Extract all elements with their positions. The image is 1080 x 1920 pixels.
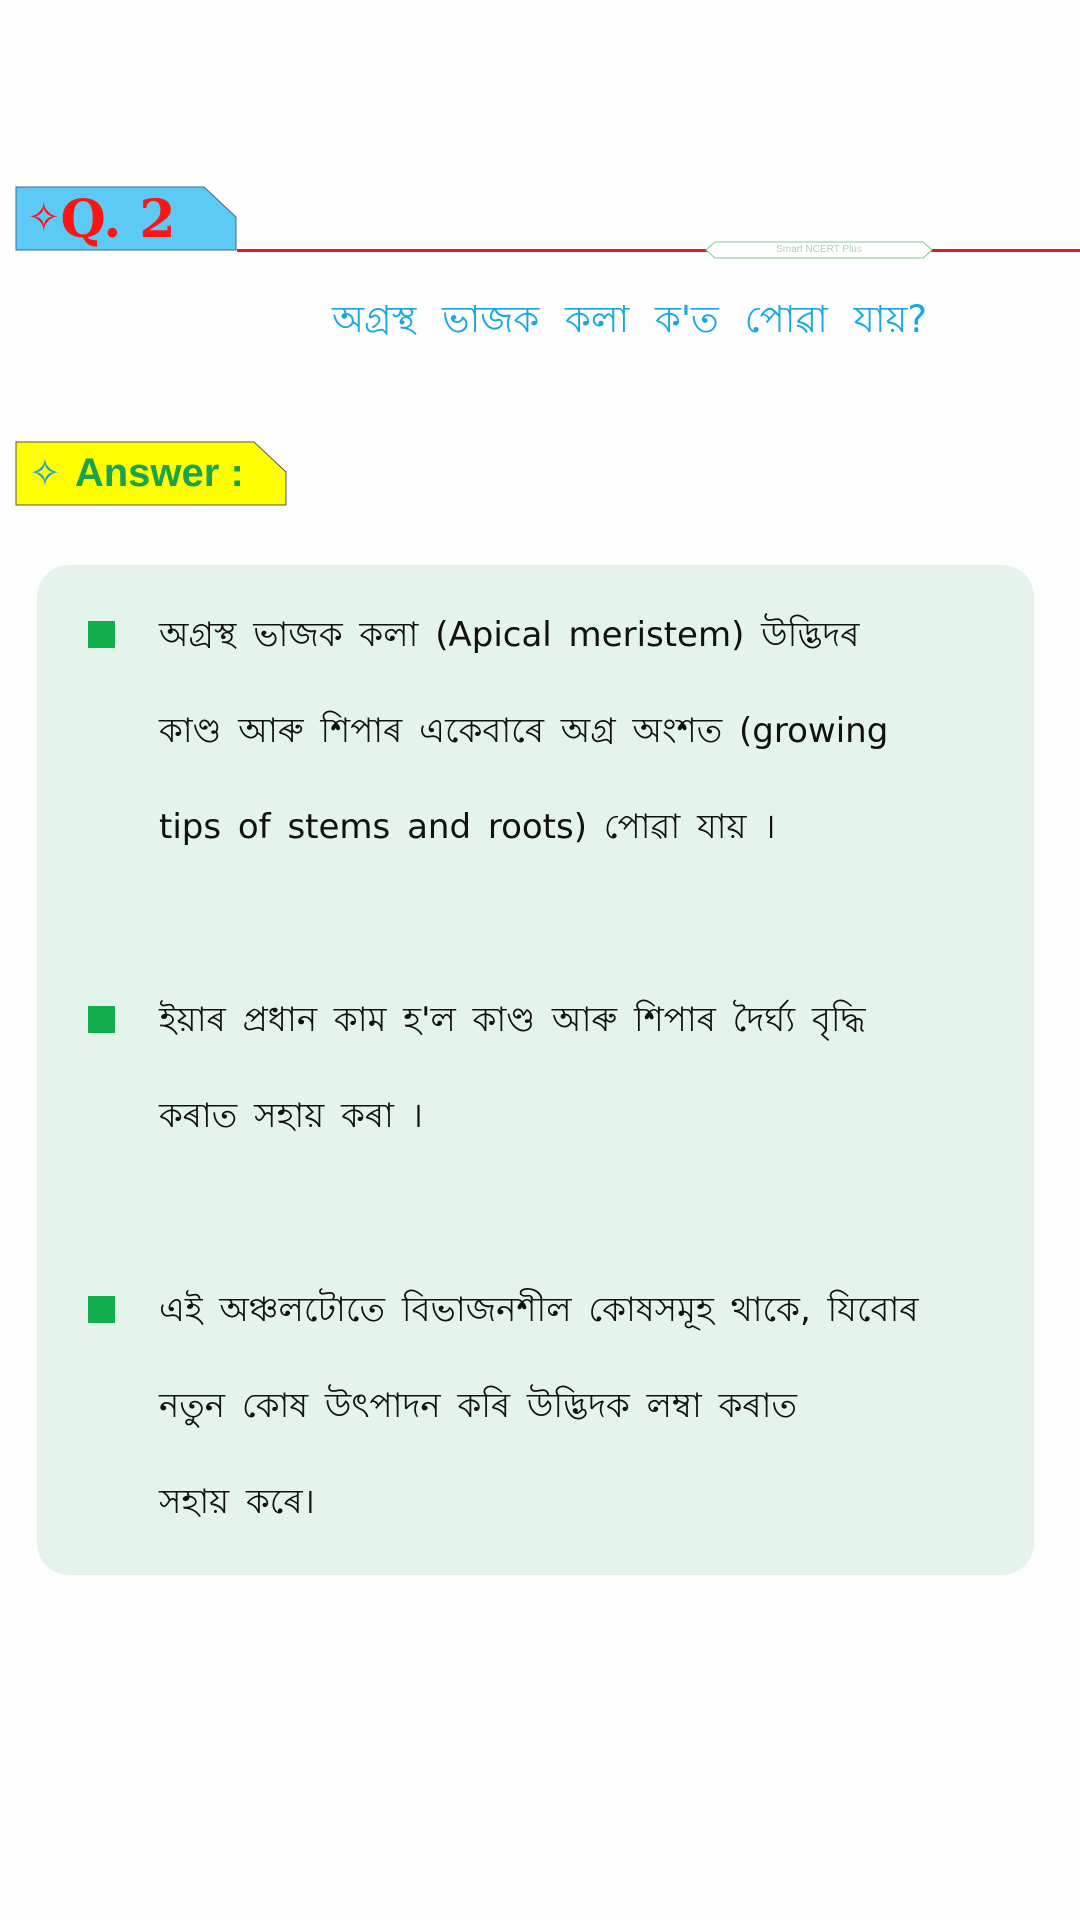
question-number-label	[27, 188, 176, 248]
header-rule-line	[237, 249, 1080, 252]
answer-line: অগ্রস্থ ভাজক কলা (Apical meristem) উদ্ভিদৰ	[159, 615, 860, 655]
answer-card	[37, 565, 1034, 1575]
question-text: অগ্রস্থ ভাজক কলা ক'ত পোৱা যায়?	[332, 298, 928, 341]
answer-line: ইয়াৰ প্ৰধান কাম হ'ল কাণ্ড আৰু শিপাৰ দৈৰ্ঘ্য বৃদ্ধি	[159, 1000, 866, 1040]
bullet-square-icon	[88, 1296, 115, 1323]
answer-line: কৰাত সহায় কৰা ।	[159, 1096, 423, 1136]
sparkle-star-icon: ✧	[27, 195, 61, 241]
answer-point-2	[159, 972, 989, 1164]
watermark-text: Smart NCERT Plus	[776, 244, 862, 255]
answer-line: tips of stems and roots) পোৱা যায় ।	[159, 807, 776, 847]
sparkle-star-icon: ✧	[29, 451, 61, 495]
watermark-badge	[705, 241, 933, 259]
answer-tab	[15, 441, 287, 506]
answer-line: সহায় কৰে।	[159, 1482, 315, 1522]
answer-point-3	[159, 1262, 989, 1550]
answer-point-1	[159, 587, 989, 875]
answer-label	[29, 443, 244, 503]
answer-line: এই অঞ্চলটোতে বিভাজনশীল কোষসমূহ থাকে, যিবোৰ	[159, 1290, 919, 1330]
answer-line: নতুন কোষ উৎপাদন কৰি উদ্ভিদক লম্বা কৰাত	[159, 1386, 797, 1426]
bullet-square-icon	[88, 621, 115, 648]
answer-label-text: Answer :	[74, 451, 244, 495]
question-number-text: Q. 2	[60, 189, 176, 250]
question-number-tab	[15, 186, 237, 251]
bullet-square-icon	[88, 1006, 115, 1033]
answer-line: কাণ্ড আৰু শিপাৰ একেবাৰে অগ্র অংশত (growing	[159, 711, 889, 751]
